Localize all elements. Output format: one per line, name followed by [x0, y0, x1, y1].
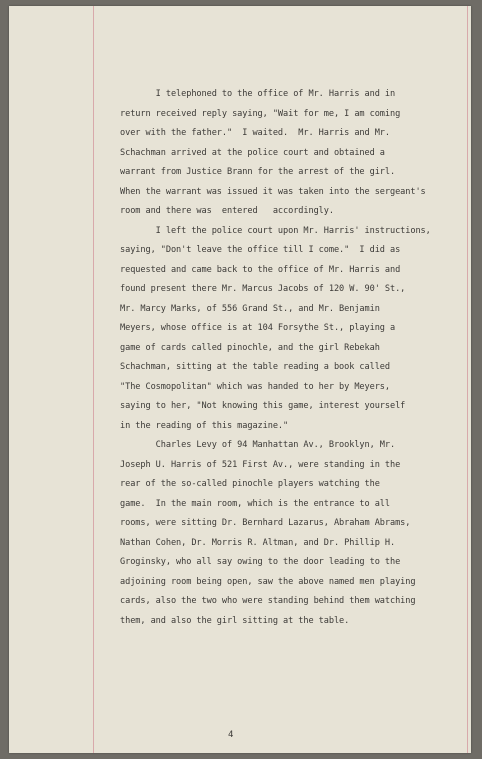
text-line: Mr. Marcy Marks, of 556 Grand St., and Mr. Benjamin — [120, 303, 380, 314]
text-line: "The Cosmopolitan" which was handed to her by Meyers, — [120, 381, 390, 392]
typed-text-body — [120, 85, 470, 631]
text-line: Schachman arrived at the police court and obtained a — [120, 147, 385, 158]
text-line: Groginsky, who all say owing to the door leading to the — [120, 557, 401, 567]
text-line: Charles Levy of 94 Manhattan Av., Brooklyn, Mr. — [120, 440, 396, 450]
text-line: Meyers, whose office is at 104 Forsythe St., playing a — [120, 323, 396, 333]
text-line: game of cards called pinochle, and the girl Rebekah — [120, 342, 380, 353]
text-line: I telephoned to the office of Mr. Harris and in — [120, 89, 396, 99]
left-margin-rule — [93, 6, 94, 753]
text-line: game. In the main room, which is the entrance to all — [120, 498, 390, 509]
text-line: When the warrant was issued it was taken into the sergeant's — [120, 186, 426, 197]
text-line: over with the father." I waited. Mr. Harris and Mr. — [120, 128, 390, 138]
text-line: them, and also the girl sitting at the table. — [120, 615, 350, 626]
text-line: found present there Mr. Marcus Jacobs of 120 W. 90' St., — [120, 284, 406, 294]
text-line: saying, "Don't leave the office till I come." I did as — [120, 245, 401, 255]
text-line: requested and came back to the office of Mr. Harris and — [120, 264, 401, 275]
text-line: rear of the so-called pinochle players watching the — [120, 479, 380, 489]
text-line: adjoining room being open, saw the above named men playing — [120, 576, 416, 587]
text-line: I left the police court upon Mr. Harris' instructions, — [120, 225, 431, 236]
text-line: saying to her, "Not knowing this game, interest yourself — [120, 401, 406, 411]
text-line: Nathan Cohen, Dr. Morris R. Altman, and Dr. Phillip H. — [120, 537, 396, 548]
page-number: 4 — [228, 730, 234, 740]
text-line: Schachman, sitting at the table reading a book called — [120, 362, 390, 372]
text-line: room and there was entered accordingly. — [120, 206, 334, 216]
text-line: cards, also the two who were standing behind them watching — [120, 596, 416, 606]
text-line: warrant from Justice Brann for the arrest of the girl. — [120, 167, 396, 177]
text-line: Joseph U. Harris of 521 First Av., were standing in the — [120, 459, 401, 470]
text-line: in the reading of this magazine." — [120, 420, 289, 431]
text-line: rooms, were sitting Dr. Bernhard Lazarus, Abraham Abrams, — [120, 518, 411, 528]
document-page — [9, 6, 471, 753]
text-line: return received reply saying, "Wait for me, I am coming — [120, 108, 401, 119]
